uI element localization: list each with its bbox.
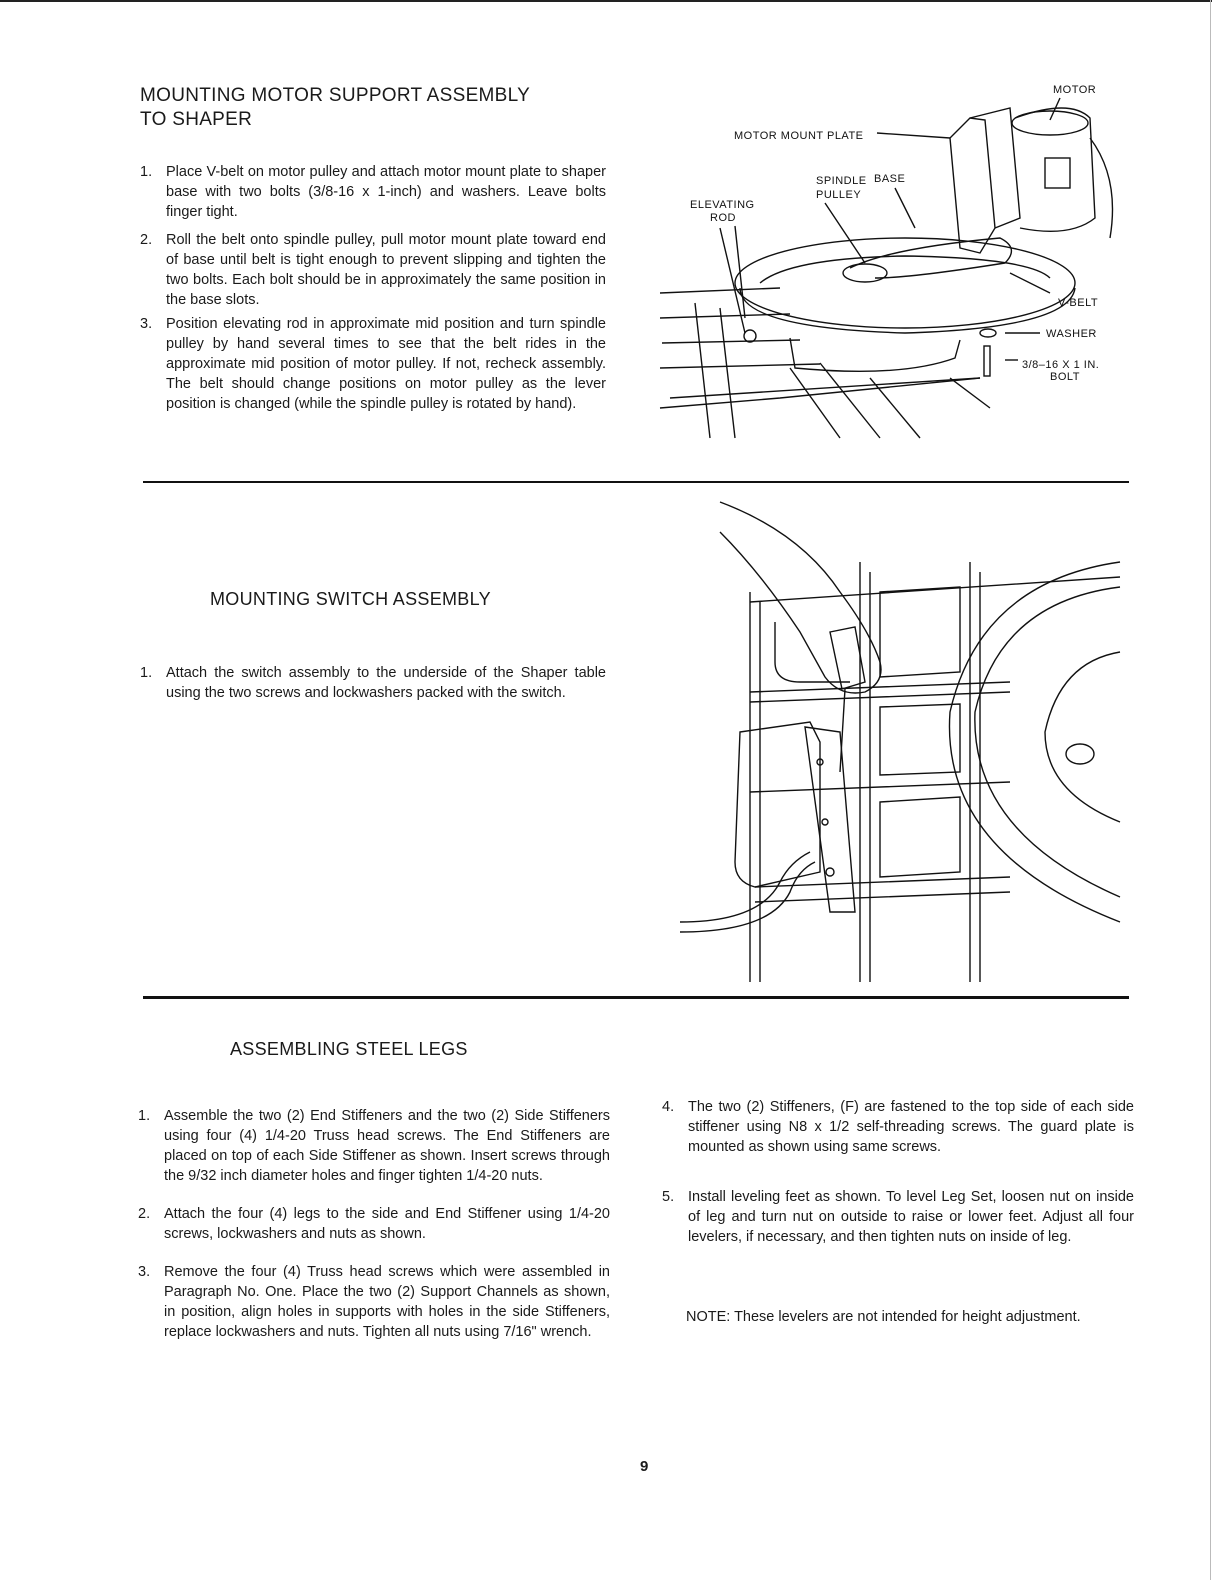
- leveler-note: NOTE: These levelers are not intended for height adjustment.: [686, 1309, 1081, 1325]
- top-border: [0, 0, 1212, 2]
- page-number: 9: [640, 1458, 649, 1475]
- step-text: Remove the four (4) Truss head screws which were assembled in Paragraph No. One. Place the two (2) Support Channels as shown, in position, align holes in supports with holes in the side Stiffeners, replace lockwashers and nuts. Tighten all nuts using 7/16" wrench.: [164, 1264, 610, 1340]
- label-rod: ROD: [710, 212, 736, 224]
- label-pulley: PULLEY: [816, 189, 862, 201]
- label-v-belt: V-BELT: [1058, 297, 1099, 309]
- step-text: Assemble the two (2) End Stiffeners and the two (2) Side Stiffeners using four (4) 1/4-20 Truss head screws. The End Stiffeners are placed on top of each Side Stiffener as shown. Insert screws through the 9/32 inch diameter holes and finger tighten 1/4-20 nuts.: [164, 1108, 610, 1184]
- label-spindle: SPINDLE: [816, 175, 867, 187]
- list-item: [662, 1097, 1134, 1157]
- step-number: 3.: [138, 1264, 151, 1280]
- step-number: 5.: [662, 1189, 675, 1205]
- section-divider: [143, 996, 1129, 999]
- section-title-switch: MOUNTING SWITCH ASSEMBLY: [210, 589, 491, 609]
- label-elevating: ELEVATING: [690, 199, 755, 211]
- list-item: [138, 1262, 610, 1342]
- title-line-1: MOUNTING MOTOR SUPPORT ASSEMBLY: [140, 85, 531, 106]
- step-number: 1.: [140, 665, 153, 681]
- label-motor: MOTOR: [1053, 84, 1097, 96]
- label-motor-mount-plate: MOTOR MOUNT PLATE: [734, 130, 864, 142]
- list-item: [138, 1106, 610, 1186]
- step-text: Install leveling feet as shown. To level Leg Set, loosen nut on inside of leg and turn nut on outside to raise or lower feet. Adjust all four levelers, if necessary, and then tighten nuts on inside of leg.: [688, 1189, 1134, 1245]
- list-item: [140, 230, 606, 310]
- section-title-steel-legs: ASSEMBLING STEEL LEGS: [230, 1039, 468, 1059]
- step-text: Roll the belt onto spindle pulley, pull motor mount plate toward end of base until belt is tight enough to prevent slipping and tighten the two bolts. Each bolt should be in approximately the same position in the base slots.: [166, 232, 606, 308]
- label-washer: WASHER: [1046, 328, 1097, 340]
- list-item: [140, 314, 606, 414]
- list-item: [662, 1187, 1134, 1247]
- step-text: The two (2) Stiffeners, (F) are fastened to the top side of each side stiffener using N8 x 1/2 self-threading screws. The guard plate is mounted as shown using same screws.: [688, 1099, 1134, 1155]
- step-text: Attach the four (4) legs to the side and End Stiffener using 1/4-20 screws, lockwashers and nuts as shown.: [164, 1206, 610, 1242]
- switch-steps: [140, 663, 606, 703]
- list-item: [138, 1204, 610, 1244]
- steel-legs-steps-right: [662, 1097, 1134, 1247]
- switch-assembly-drawing: [680, 492, 1130, 982]
- motor-assembly-figure: [650, 78, 1120, 448]
- step-number: 1.: [138, 1108, 151, 1124]
- motor-assembly-drawing: [650, 78, 1120, 448]
- label-bolt-size: 3/8–16 X 1 IN.: [1022, 359, 1100, 371]
- section-divider: [143, 481, 1129, 483]
- list-item: [140, 162, 606, 222]
- title-line-2: TO SHAPER: [140, 109, 253, 130]
- step-number: 1.: [140, 164, 153, 180]
- step-number: 2.: [140, 232, 153, 248]
- motor-support-steps: [140, 162, 606, 414]
- step-number: 2.: [138, 1206, 151, 1222]
- step-number: 4.: [662, 1099, 675, 1115]
- list-item: [140, 663, 606, 703]
- switch-assembly-figure: [680, 492, 1130, 982]
- steel-legs-steps-left: [138, 1106, 610, 1342]
- step-text: Position elevating rod in approximate mid position and turn spindle pulley by hand several times to see that the belt rides in the approximate mid position of motor pulley. If not, recheck assembly. The belt should change positions on motor pulley as the lever position is changed (while the spindle pulley is rotated by hand).: [166, 316, 606, 412]
- right-edge: [1210, 0, 1211, 1580]
- label-base: BASE: [874, 173, 906, 185]
- step-number: 3.: [140, 316, 153, 332]
- step-text: Attach the switch assembly to the underside of the Shaper table using the two screws and lockwashers packed with the switch.: [166, 665, 606, 701]
- label-bolt: BOLT: [1050, 371, 1080, 383]
- section-title-motor-support: [140, 84, 530, 132]
- step-text: Place V-belt on motor pulley and attach motor mount plate to shaper base with two bolts (3/8-16 x 1-inch) and washers. Leave bolts finger tight.: [166, 164, 606, 220]
